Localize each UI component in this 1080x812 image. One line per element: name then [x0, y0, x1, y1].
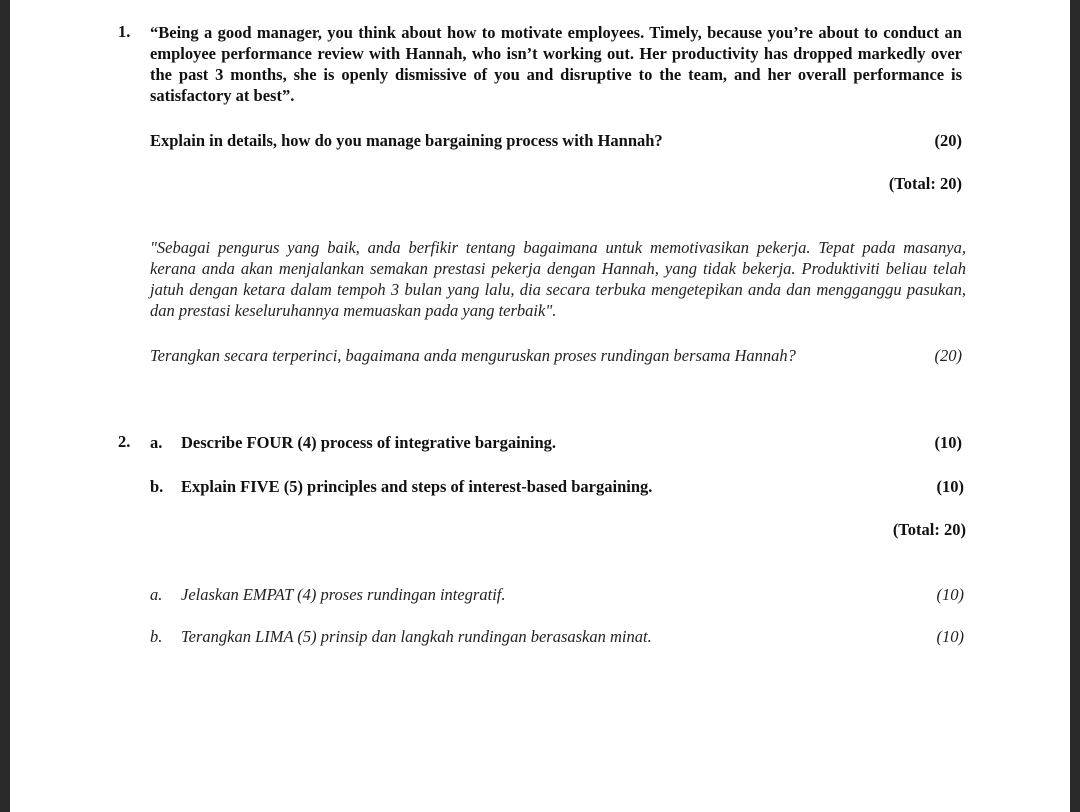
- question-2b-label-malay: b.: [150, 627, 163, 646]
- question-1-total: (Total: 20): [888, 174, 962, 193]
- question-2a-label-malay: a.: [150, 585, 163, 604]
- question-2b-marks-malay: (10): [936, 627, 964, 646]
- question-2a-label: a.: [150, 433, 163, 452]
- question-1-scenario: “Being a good manager, you think about how to motivate employees. Timely, because you’re about to conduct an employee performance review with Hannah, who isn’t working out. Her productivity has dropped markedly over the past 3 months, she is openly dismissive of you and disruptive to the team, and her overall performance is satisfactory at best”.: [150, 23, 962, 105]
- question-2b-text-malay: Terangkan LIMA (5) prinsip dan langkah rundingan berasaskan minat.: [181, 627, 652, 646]
- question-1-prompt-malay: Terangkan secara terperinci, bagaimana anda menguruskan proses rundingan bersama Hannah?: [150, 346, 796, 365]
- exam-page: [10, 0, 1070, 812]
- question-1-marks-malay: (20): [934, 346, 962, 365]
- question-2a-marks: (10): [934, 433, 962, 452]
- question-2-number: 2.: [118, 432, 131, 451]
- question-2b-marks: (10): [936, 477, 964, 496]
- question-1-marks: (20): [934, 131, 962, 150]
- question-2-total: (Total: 20): [892, 520, 966, 539]
- question-2a-marks-malay: (10): [936, 585, 964, 604]
- question-1-number: 1.: [118, 22, 131, 41]
- question-2a-text-malay: Jelaskan EMPAT (4) proses rundingan integratif.: [181, 585, 506, 604]
- question-2a-text: Describe FOUR (4) process of integrative bargaining.: [181, 433, 557, 452]
- question-2b-text: Explain FIVE (5) principles and steps of interest-based bargaining.: [181, 477, 653, 496]
- question-1-prompt: Explain in details, how do you manage bargaining process with Hannah?: [150, 131, 663, 150]
- question-2b-label: b.: [150, 477, 164, 496]
- question-1-scenario-malay: "Sebagai pengurus yang baik, anda berfikir tentang bagaimana untuk memotivasikan pekerja. Tepat pada masanya, kerana anda akan menjalankan semakan prestasi pekerja dengan Hannah, yang tidak bekerja. Produktiviti beliau telah jatuh dengan ketara dalam tempoh 3 bulan yang lalu, dia secara terbuka mengetepikan anda dan mengganggu pasukan, dan prestasi keseluruhannya memuaskan pada yang terbaik".: [150, 238, 966, 320]
